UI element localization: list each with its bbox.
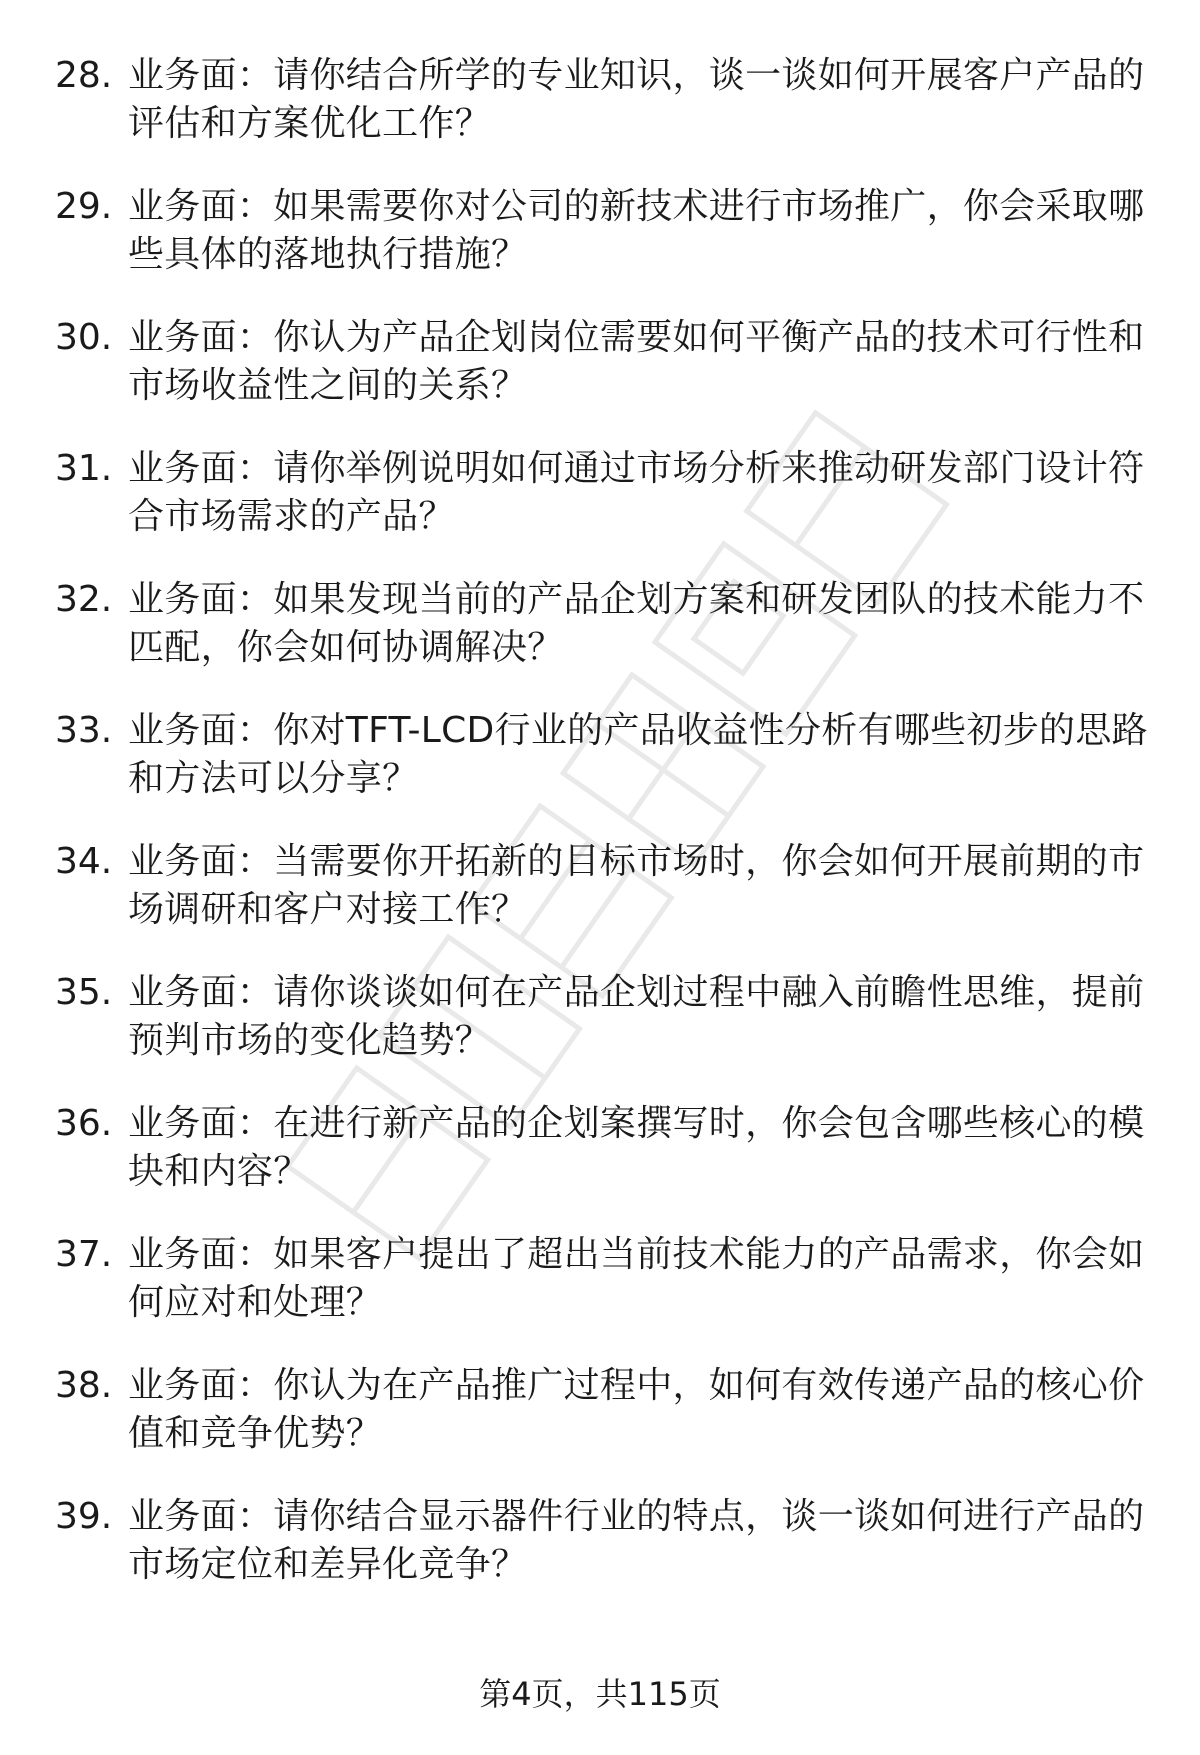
question-number: 38. xyxy=(55,1365,113,1406)
question-text: 业务面：你认为在产品推广过程中，如何有效传递产品的核心价值和竞争优势？ xyxy=(128,1365,1145,1454)
question-item xyxy=(0,1231,1200,1362)
question-number: 29. xyxy=(55,186,113,227)
page-footer xyxy=(0,1672,1200,1716)
question-number: 36. xyxy=(55,1103,113,1144)
question-text: 业务面：请你结合显示器件行业的特点，谈一谈如何进行产品的市场定位和差异化竞争？ xyxy=(128,1496,1145,1585)
question-item xyxy=(0,1100,1200,1231)
question-item xyxy=(0,838,1200,969)
question-list xyxy=(0,52,1200,1624)
question-number: 30. xyxy=(55,317,113,358)
question-item xyxy=(0,707,1200,838)
question-number: 37. xyxy=(55,1234,113,1275)
question-number: 34. xyxy=(55,841,113,882)
question-text: 业务面：请你结合所学的专业知识，谈一谈如何开展客户产品的评估和方案优化工作？ xyxy=(128,55,1145,144)
question-number: 32. xyxy=(55,579,113,620)
question-text: 业务面：当需要你开拓新的目标市场时，你会如何开展前期的市场调研和客户对接工作？ xyxy=(128,841,1145,930)
question-number: 39. xyxy=(55,1496,113,1537)
question-text: 业务面：你认为产品企划岗位需要如何平衡产品的技术可行性和市场收益性之间的关系？ xyxy=(128,317,1145,406)
question-text: 业务面：在进行新产品的企划案撰写时，你会包含哪些核心的模块和内容？ xyxy=(128,1103,1145,1192)
question-item xyxy=(0,969,1200,1100)
question-number: 28. xyxy=(55,55,113,96)
question-number: 33. xyxy=(55,710,113,751)
page-number-label: 第4页，共115页 xyxy=(479,1675,721,1713)
question-item xyxy=(0,183,1200,314)
question-item xyxy=(0,52,1200,183)
question-text: 业务面：如果客户提出了超出当前技术能力的产品需求，你会如何应对和处理？ xyxy=(128,1234,1145,1323)
question-text: 业务面：请你谈谈如何在产品企划过程中融入前瞻性思维，提前预判市场的变化趋势？ xyxy=(128,972,1145,1061)
question-text: 业务面：你对TFT-LCD行业的产品收益性分析有哪些初步的思路和方法可以分享？ xyxy=(128,710,1148,799)
question-item xyxy=(0,576,1200,707)
question-number: 35. xyxy=(55,972,113,1013)
question-item xyxy=(0,314,1200,445)
question-number: 31. xyxy=(55,448,113,489)
question-text: 业务面：请你举例说明如何通过市场分析来推动研发部门设计符合市场需求的产品？ xyxy=(128,448,1145,537)
question-text: 业务面：如果发现当前的产品企划方案和研发团队的技术能力不匹配，你会如何协调解决？ xyxy=(128,579,1145,668)
question-item xyxy=(0,1493,1200,1624)
question-item xyxy=(0,445,1200,576)
question-text: 业务面：如果需要你对公司的新技术进行市场推广，你会采取哪些具体的落地执行措施？ xyxy=(128,186,1145,275)
question-item xyxy=(0,1362,1200,1493)
